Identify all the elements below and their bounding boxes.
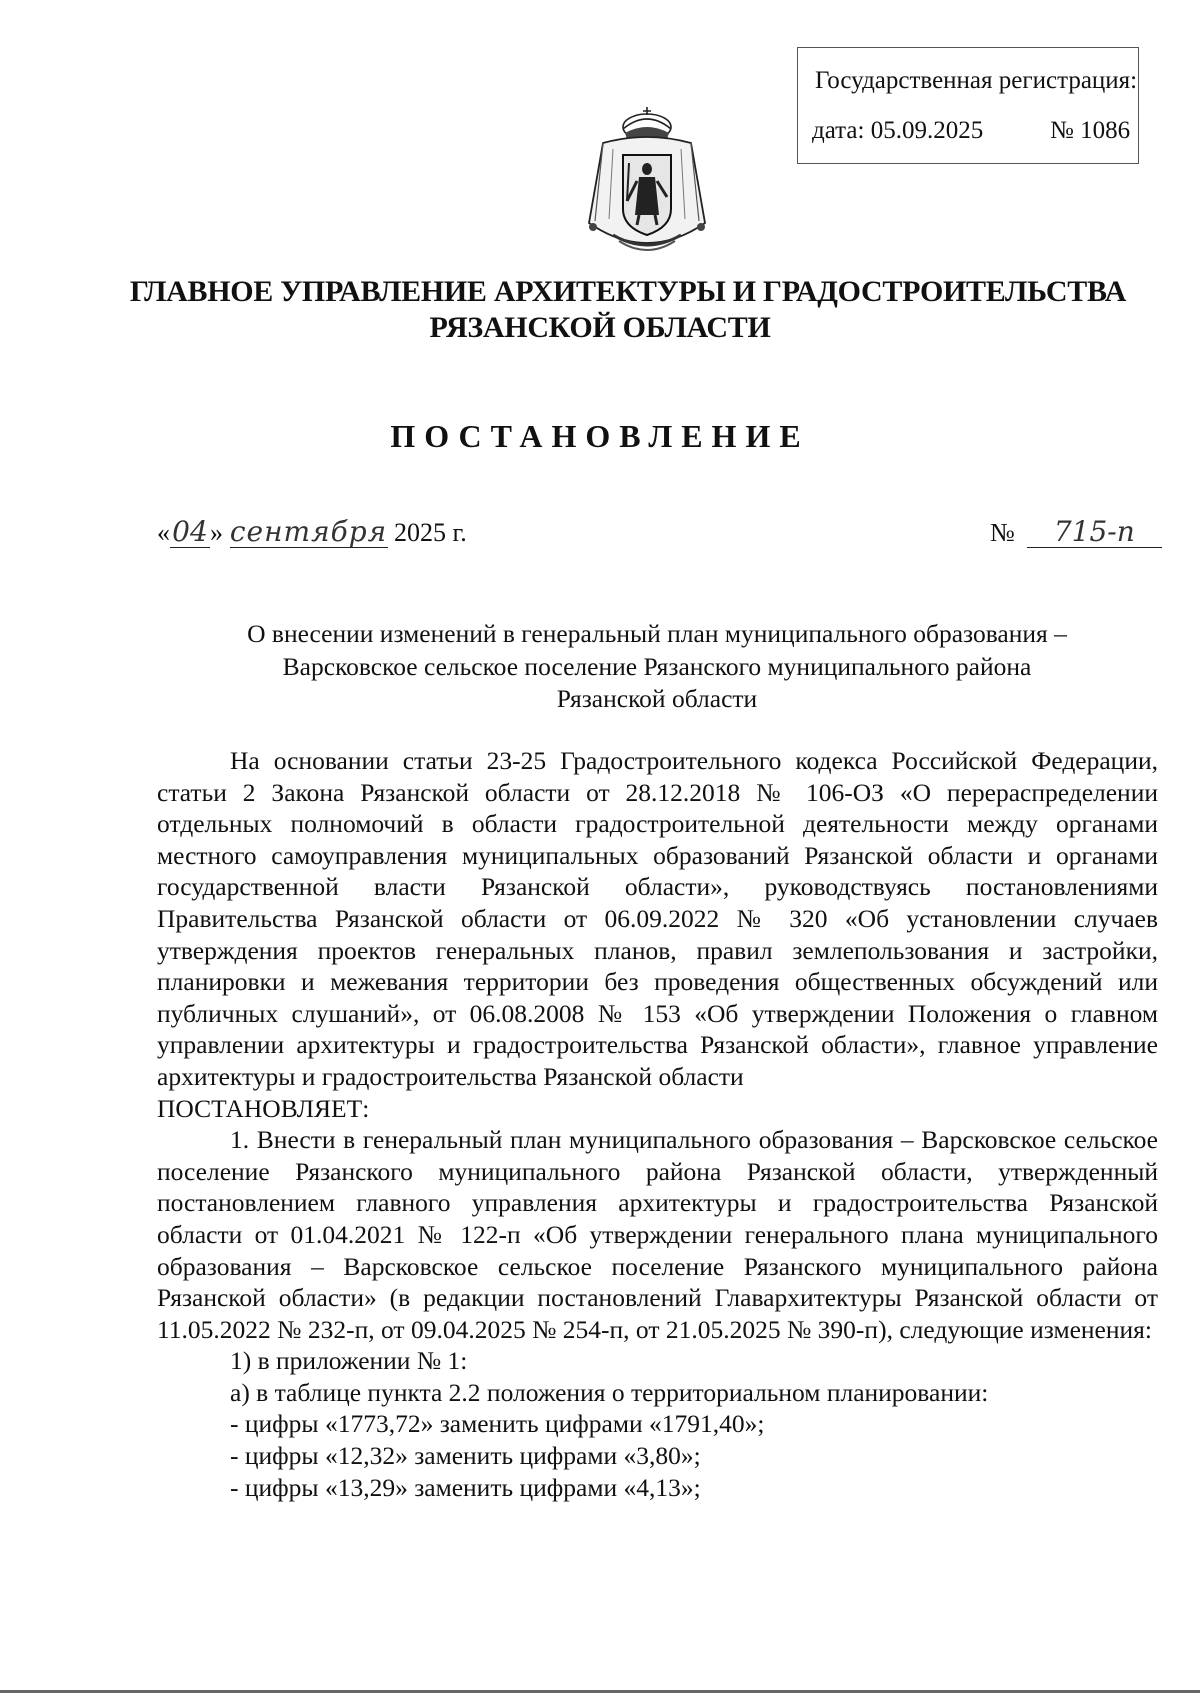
subject-line-3: Рязанской области — [556, 684, 758, 713]
document-body — [157, 745, 1158, 1503]
handwritten-month: сентября — [229, 515, 388, 548]
registration-stamp — [797, 47, 1139, 164]
date-open-quote: « — [157, 518, 170, 547]
document-subject — [157, 618, 1157, 716]
subject-line-1: О внесении изменений в генеральный план муниципального образования – — [247, 619, 1067, 648]
registration-title: Государственная регистрация: — [815, 67, 1138, 94]
document-type-heading: ПОСТАНОВЛЕНИЕ — [390, 418, 810, 454]
issuing-authority — [0, 274, 1200, 346]
coat-of-arms-emblem — [583, 103, 711, 263]
authority-line-1: ГЛАВНОЕ УПРАВЛЕНИЕ АРХИТЕКТУРЫ И ГРАДОСТРОИТЕЛЬСТВА — [129, 275, 1127, 308]
point-1-paragraph: 1. Внести в генеральный план муниципального образования – Варсковское сельское поселение Рязанского муниципального района Рязанской области, утвержденный постановлением главного управления архитектуры и градостроительства Рязанской области от 01.04.2021 № 122-п «Об утверждении генерального плана муниципального образования – Варсковское сельское поселение Рязанского муниципального района Рязанской области» (в редакции постановлений Главархитектуры Рязанской области от 11.05.2022 № 232-п, от 09.04.2025 № 254-п, от 21.05.2025 № 390-п), следующие изменения: — [157, 1125, 1158, 1344]
authority-line-2: РЯЗАНСКОЙ ОБЛАСТИ — [429, 311, 771, 344]
handwritten-day: 04 — [170, 517, 210, 548]
number-label: № — [990, 518, 1015, 547]
registration-number: № 1086 — [1050, 117, 1131, 144]
subject-line-2: Варсковское сельское поселение Рязанского муниципального района — [282, 651, 1032, 681]
handwritten-number: 715-п — [1027, 517, 1162, 548]
subpoint-1: 1) в приложении № 1: — [230, 1346, 468, 1376]
registration-date: дата: 05.09.2025 — [812, 117, 984, 144]
resolves-statement: ПОСТАНОВЛЯЕТ: — [157, 1093, 370, 1123]
page-bottom-rule — [0, 1690, 1200, 1693]
document-date — [157, 517, 467, 549]
date-year: 2025 г. — [394, 518, 467, 547]
document-number — [990, 517, 1162, 549]
change-item: - цифры «12,32» заменить цифрами «3,80»; — [230, 1441, 701, 1471]
change-item: - цифры «1773,72» заменить цифрами «1791,40»; — [230, 1409, 765, 1439]
date-close-quote: » — [210, 518, 223, 547]
subpoint-a: а) в таблице пункта 2.2 положения о территориальном планировании: — [230, 1377, 989, 1407]
change-item: - цифры «13,29» заменить цифрами «4,13»; — [230, 1472, 701, 1502]
preamble-paragraph: На основании статьи 23-25 Градостроительного кодекса Российской Федерации, статьи 2 Закона Рязанской области от 28.12.2018 № 106-ОЗ «О перераспределении отдельных полномочий в области градостроительной деятельности между органами местного самоуправления муниципальных образований Рязанской области и органами государственной власти Рязанской области», руководствуясь постановлениями Правительства Рязанской области от 06.09.2022 № 320 «Об установлении случаев утверждения проектов генеральных планов, правил землепользования и застройки, планировки и межевания территории без проведения общественных обсуждений или публичных слушаний», от 06.08.2008 № 153 «Об утверждении Положения о главном управлении архитектуры и градостроительства Рязанской области», главное управление архитектуры и градостроительства Рязанской области — [157, 746, 1158, 1091]
